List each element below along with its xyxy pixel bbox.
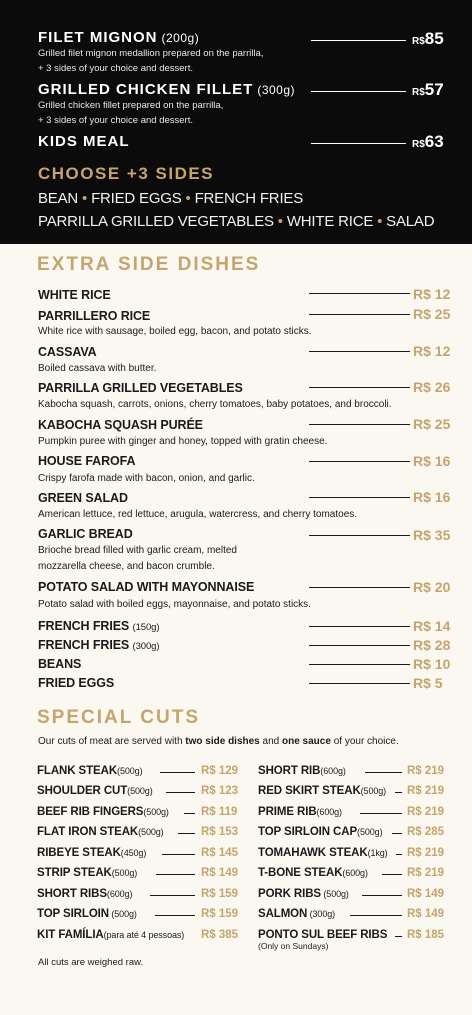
cut-price: R$ 219 xyxy=(407,867,445,879)
main-item-desc: + 3 sides of your choice and dessert. xyxy=(38,63,193,74)
extra-item-price: R$ 12 xyxy=(413,343,451,359)
leader-line xyxy=(309,626,410,627)
extra-item-name: GARLIC BREAD xyxy=(38,527,133,541)
extra-item-name: KABOCHA SQUASH PURÉE xyxy=(38,418,203,432)
cut-name: PRIME RIB(600g) xyxy=(258,806,342,818)
main-item-kids-meal xyxy=(38,133,438,150)
extra-item-price: R$ 35 xyxy=(413,527,451,543)
leader-line xyxy=(365,772,402,773)
leader-line xyxy=(382,874,402,875)
extra-item-desc: Potato salad with boiled eggs, mayonnaise, and potato sticks. xyxy=(38,599,311,610)
cut-price: R$ 219 xyxy=(407,785,445,797)
extra-item-name: PARRILLERO RICE xyxy=(38,309,151,323)
cut-price: R$ 145 xyxy=(201,847,239,859)
leader-line xyxy=(309,664,410,665)
cut-price: R$ 149 xyxy=(201,867,239,879)
main-item-price: R$85 xyxy=(412,29,444,48)
leader-line xyxy=(360,813,402,814)
extra-sides-title: EXTRA SIDE DISHES xyxy=(37,254,261,275)
main-item-desc: Grilled filet mignon medallion prepared on the parrilla, xyxy=(38,48,264,59)
cut-price: R$ 123 xyxy=(201,785,239,797)
leader-line xyxy=(350,915,402,916)
extra-item-price: R$ 5 xyxy=(413,675,443,691)
cut-name: KIT FAMÍLIA(para até 4 pessoas) xyxy=(37,929,185,941)
cut-price: R$ 219 xyxy=(407,847,445,859)
extra-item-desc: mozzarella cheese, and bacon crumble. xyxy=(38,561,215,572)
main-item-name: FILET MIGNON (200g) xyxy=(38,29,200,46)
cut-name: FLAT IRON STEAK(500g) xyxy=(37,826,164,838)
leader-line xyxy=(395,936,402,937)
cut-name: STRIP STEAK(500g) xyxy=(37,867,138,879)
cut-note: (Only on Sundays) xyxy=(258,941,329,951)
leader-line xyxy=(309,587,410,588)
extra-item-desc: American lettuce, red lettuce, arugula, watercress, and cherry tomatoes. xyxy=(38,509,358,520)
leader-line xyxy=(309,314,410,315)
extra-item-price: R$ 12 xyxy=(413,286,451,302)
leader-line xyxy=(395,792,402,793)
cut-name: BEEF RIB FINGERS(500g) xyxy=(37,806,169,818)
extra-item-price: R$ 20 xyxy=(413,579,451,595)
cut-price: R$ 159 xyxy=(201,908,239,920)
extra-item-name: PARRILLA GRILLED VEGETABLES xyxy=(38,381,243,395)
cut-name: T-BONE STEAK(600g) xyxy=(258,867,368,879)
leader-line xyxy=(155,915,195,916)
extra-item-price: R$ 28 xyxy=(413,637,451,653)
cut-price: R$ 185 xyxy=(407,929,445,941)
cut-price: R$ 385 xyxy=(201,929,239,941)
extra-item-price: R$ 25 xyxy=(413,416,451,432)
cut-price: R$ 159 xyxy=(201,888,239,900)
leader-line xyxy=(160,772,195,773)
main-item-price: R$63 xyxy=(412,132,444,151)
main-item-desc: + 3 sides of your choice and dessert. xyxy=(38,115,193,126)
leader-line xyxy=(309,424,410,425)
extra-item-desc: Pumpkin puree with ginger and honey, topped with gratin cheese. xyxy=(38,436,328,447)
extra-item-name: HOUSE FAROFA xyxy=(38,454,136,468)
footnote: All cuts are weighed raw. xyxy=(38,957,144,968)
main-item-chicken-fillet xyxy=(38,81,438,128)
leader-line xyxy=(309,683,410,684)
leader-line xyxy=(178,833,195,834)
cut-name: RIBEYE STEAK(450g) xyxy=(37,847,147,859)
leader-line xyxy=(162,854,195,855)
sides-title: CHOOSE +3 SIDES xyxy=(38,164,215,183)
extra-item-price: R$ 26 xyxy=(413,379,451,395)
leader-line xyxy=(392,833,402,834)
leader-line xyxy=(309,535,410,536)
leader-line xyxy=(184,813,195,814)
cut-name: RED SKIRT STEAK(500g) xyxy=(258,785,387,797)
cut-price: R$ 219 xyxy=(407,765,445,777)
cut-name: SALMON (300g) xyxy=(258,908,336,920)
leader-line xyxy=(309,461,410,462)
cut-price: R$ 219 xyxy=(407,806,445,818)
extra-item-name: FRENCH FRIES (150g) xyxy=(38,619,160,633)
cut-price: R$ 149 xyxy=(407,908,445,920)
cut-name: PORK RIBS (500g) xyxy=(258,888,349,900)
extra-item-name: BEANS xyxy=(38,657,82,671)
extra-item-desc: Boiled cassava with butter. xyxy=(38,363,157,374)
main-item-name: KIDS MEAL xyxy=(38,133,130,150)
leader-line xyxy=(309,497,410,498)
extra-item-name: CASSAVA xyxy=(38,345,97,359)
special-cuts-intro: Our cuts of meat are served with two side dishes and one sauce of your choice. xyxy=(38,736,399,747)
extra-item-name: GREEN SALAD xyxy=(38,491,128,505)
leader-line xyxy=(309,645,410,646)
cut-name: SHORT RIB(600g) xyxy=(258,765,346,777)
extra-item-price: R$ 25 xyxy=(413,306,451,322)
cut-name: SHORT RIBS(600g) xyxy=(37,888,133,900)
cut-name: FLANK STEAK(500g) xyxy=(37,765,143,777)
leader-line xyxy=(396,854,402,855)
sides-line-1: BEAN • FRIED EGGS • FRENCH FRIES xyxy=(38,190,304,207)
cut-price: R$ 285 xyxy=(407,826,445,838)
main-item-filet-mignon xyxy=(38,29,438,76)
leader-line xyxy=(309,293,410,294)
leader-line xyxy=(362,895,402,896)
leader-line xyxy=(311,91,406,92)
extra-item-name: FRIED EGGS xyxy=(38,676,115,690)
sides-line-2: PARRILLA GRILLED VEGETABLES • WHITE RICE • SALAD xyxy=(38,213,435,230)
extra-item-price: R$ 14 xyxy=(413,618,451,634)
leader-line xyxy=(309,351,410,352)
main-item-name: GRILLED CHICKEN FILLET (300g) xyxy=(38,81,296,98)
cut-price: R$ 129 xyxy=(201,765,239,777)
cut-price: R$ 119 xyxy=(201,806,238,818)
leader-line xyxy=(156,874,195,875)
cut-price: R$ 149 xyxy=(407,888,445,900)
cut-price: R$ 153 xyxy=(201,826,239,838)
leader-line xyxy=(150,895,195,896)
top-section xyxy=(0,0,472,244)
cut-name: TOMAHAWK STEAK(1kg) xyxy=(258,847,388,859)
extra-item-price: R$ 16 xyxy=(413,489,451,505)
leader-line xyxy=(311,40,406,41)
main-item-price: R$57 xyxy=(412,80,444,99)
cut-name: TOP SIRLOIN (500g) xyxy=(37,908,137,920)
cut-name: TOP SIRLOIN CAP(500g) xyxy=(258,826,383,838)
leader-line xyxy=(166,792,195,793)
extra-item-price: R$ 10 xyxy=(413,656,451,672)
special-cuts-title: SPECIAL CUTS xyxy=(37,707,201,728)
extra-item-desc: Crispy farofa made with bacon, onion, and garlic. xyxy=(38,473,255,484)
extra-item-desc: White rice with sausage, boiled egg, bacon, and potato sticks. xyxy=(38,326,312,337)
extra-item-desc: Brioche bread filled with garlic cream, melted xyxy=(38,545,237,556)
cut-name: SHOULDER CUT(500g) xyxy=(37,785,153,797)
extra-item-price: R$ 16 xyxy=(413,453,451,469)
leader-line xyxy=(309,387,410,388)
cut-name: PONTO SUL BEEF RIBS xyxy=(258,929,388,941)
leader-line xyxy=(311,143,406,144)
extra-item-name: POTATO SALAD WITH MAYONNAISE xyxy=(38,580,255,594)
extra-item-name: FRENCH FRIES (300g) xyxy=(38,638,160,652)
extra-item-name: WHITE RICE xyxy=(38,288,111,302)
main-item-desc: Grilled chicken fillet prepared on the parrilla, xyxy=(38,100,224,111)
extra-item-desc: Kabocha squash, carrots, onions, cherry tomatoes, baby potatoes, and broccoli. xyxy=(38,399,392,410)
